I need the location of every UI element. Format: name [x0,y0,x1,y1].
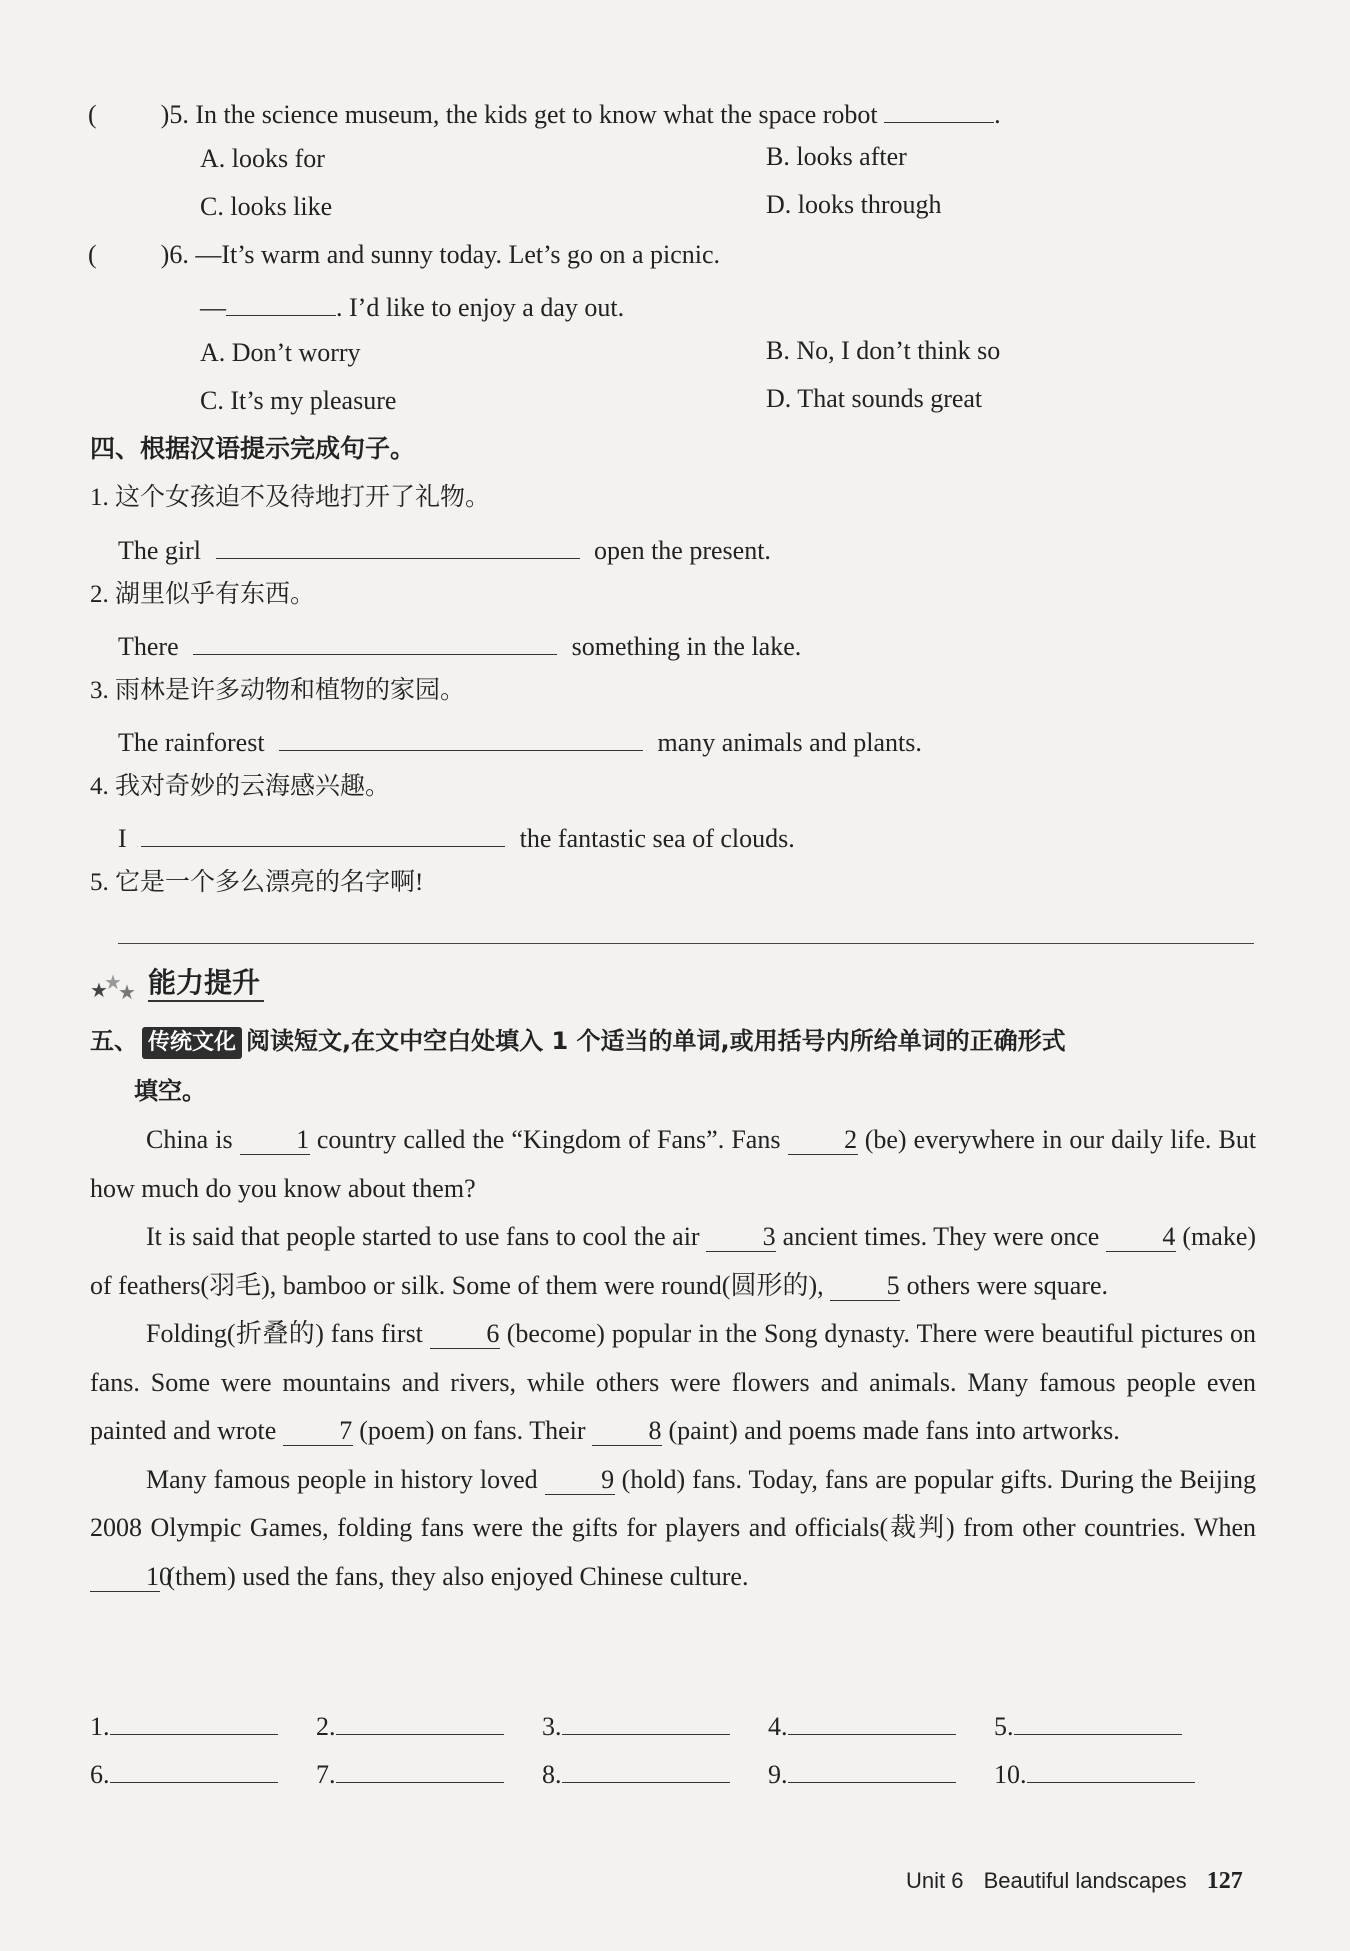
q6-option-b[interactable]: B. No, I don’t think so [766,336,1001,365]
q5-stem-text: )5. In the science museum, the kids get to know what the space robot [160,100,878,129]
answer-9: 9. [768,1754,956,1792]
answer-6: 6. [90,1754,278,1792]
star-icon: ★ [118,980,136,1004]
passage [90,1116,1256,1601]
s4-item3-cn: 3. 雨林是许多动物和植物的家园。 [90,677,466,704]
q6-option-a[interactable]: A. Don’t worry [200,338,361,367]
answer-4-field[interactable] [788,1706,956,1735]
footer-unit: Unit 6 [906,1868,964,1893]
blank-9[interactable]: 9 [545,1466,615,1495]
answer-2-field[interactable] [336,1706,504,1735]
blank-8[interactable]: 8 [592,1417,662,1446]
q5-option-d[interactable]: D. looks through [766,190,942,219]
q5-blank[interactable] [884,94,994,123]
q5-option-a[interactable]: A. looks for [200,144,325,173]
answer-4: 4. [768,1706,956,1744]
blank-5[interactable]: 5 [830,1272,900,1301]
q5-option-c[interactable]: C. looks like [200,192,333,221]
star-icon: ★ [104,970,122,994]
footer-title: Beautiful landscapes [983,1868,1187,1893]
q6-option-d[interactable]: D. That sounds great [766,384,983,413]
answer-3-field[interactable] [562,1706,730,1735]
q5-paren: ( [88,100,97,129]
q6-stem: ( )6. —It’s warm and sunny today. Let’s go on a picnic. [88,240,721,269]
q6-blank[interactable] [226,287,336,316]
blank-10[interactable]: 10 [90,1563,160,1592]
section4-title: 四、根据汉语提示完成句子。 [90,434,416,463]
blank-4[interactable]: 4 [1106,1223,1176,1252]
s4-item3-blank[interactable] [279,722,643,751]
q5-stem: ( )5. In the science museum, the kids get to know what the space robot . [88,94,1001,132]
passage-p1: China is 1 country called the “Kingdom of Fans”. Fans 2 (be) everywhere in our daily life. But how much do you know about them? [90,1125,1257,1203]
s4-item4-en: I the fantastic sea of clouds. [118,818,795,856]
blank-3[interactable]: 3 [706,1223,776,1252]
s4-item2-en: There something in the lake. [118,626,801,664]
ability-heading: 能力提升 [148,966,264,1002]
answer-8-field[interactable] [562,1754,730,1783]
answer-7-field[interactable] [336,1754,504,1783]
answer-5: 5. [994,1706,1182,1744]
s4-item4-blank[interactable] [141,818,505,847]
passage-p2: It is said that people started to use fans to cool the air 3 ancient times. They were once 4 (make) of feathers(羽毛), bamboo or silk. Some of them were round(圆形的), 5 others were square. [90,1222,1257,1300]
s4-item2-cn: 2. 湖里似乎有东西。 [90,581,316,608]
s4-item5-cn: 5. 它是一个多么漂亮的名字啊! [90,869,424,896]
page-number: 127 [1206,1868,1243,1894]
blank-1[interactable]: 1 [240,1126,310,1155]
blank-7[interactable]: 7 [283,1417,353,1446]
passage-p4: Many famous people in history loved 9 (hold) fans. Today, fans are popular gifts. During the Beijing 2008 Olympic Games, folding fans were the gifts for players and officials(裁判) from other countries. When 10 (them) used the fans, they also enjoyed Chinese culture. [90,1464,1257,1591]
s4-item3-en: The rainforest many animals and plants. [118,722,922,760]
blank-6[interactable]: 6 [430,1320,500,1349]
q6-option-c[interactable]: C. It’s my pleasure [200,386,397,415]
answer-9-field[interactable] [788,1754,956,1783]
s4-item4-cn: 4. 我对奇妙的云海感兴趣。 [90,773,391,800]
answer-1-field[interactable] [110,1706,278,1735]
star-icon: ★ [90,978,108,1002]
section5-instructions-2: 填空。 [134,1077,206,1105]
answer-5-field[interactable] [1014,1706,1182,1735]
culture-tag: 传统文化 [142,1027,242,1059]
page-footer [906,1868,1243,1895]
blank-2[interactable]: 2 [788,1126,858,1155]
q6-reply: — . I’d like to enjoy a day out. [200,287,624,325]
answer-1: 1. [90,1706,278,1744]
answer-10-field[interactable] [1027,1754,1195,1783]
answer-8: 8. [542,1754,730,1792]
q6-stem-text: )6. —It’s warm and sunny today. Let’s go on a picnic. [160,240,721,269]
answer-6-field[interactable] [110,1754,278,1783]
answer-7: 7. [316,1754,504,1792]
passage-p3: Folding(折叠的) fans first 6 (become) popular in the Song dynasty. There were beautiful pictures on fans. Some were mountains and rivers, while others were flowers and animals. Many famous people even painted and wrote 7 (poem) on fans. Their 8 (paint) and poems made fans into artworks. [90,1319,1257,1445]
answer-10: 10. [994,1754,1195,1792]
q5-option-b[interactable]: B. looks after [766,142,907,171]
s4-item2-blank[interactable] [193,626,557,655]
s4-item5-answer-line[interactable] [118,943,1254,944]
answer-3: 3. [542,1706,730,1744]
answer-2: 2. [316,1706,504,1744]
s4-item1-en: The girl open the present. [118,530,771,568]
s4-item1-cn: 1. 这个女孩迫不及待地打开了礼物。 [90,484,491,511]
section5-instructions: 五、 传统文化 阅读短文,在文中空白处填入 1 个适当的单词,或用括号内所给单词的正确形式 [90,1024,1066,1059]
s4-item1-blank[interactable] [216,530,580,559]
